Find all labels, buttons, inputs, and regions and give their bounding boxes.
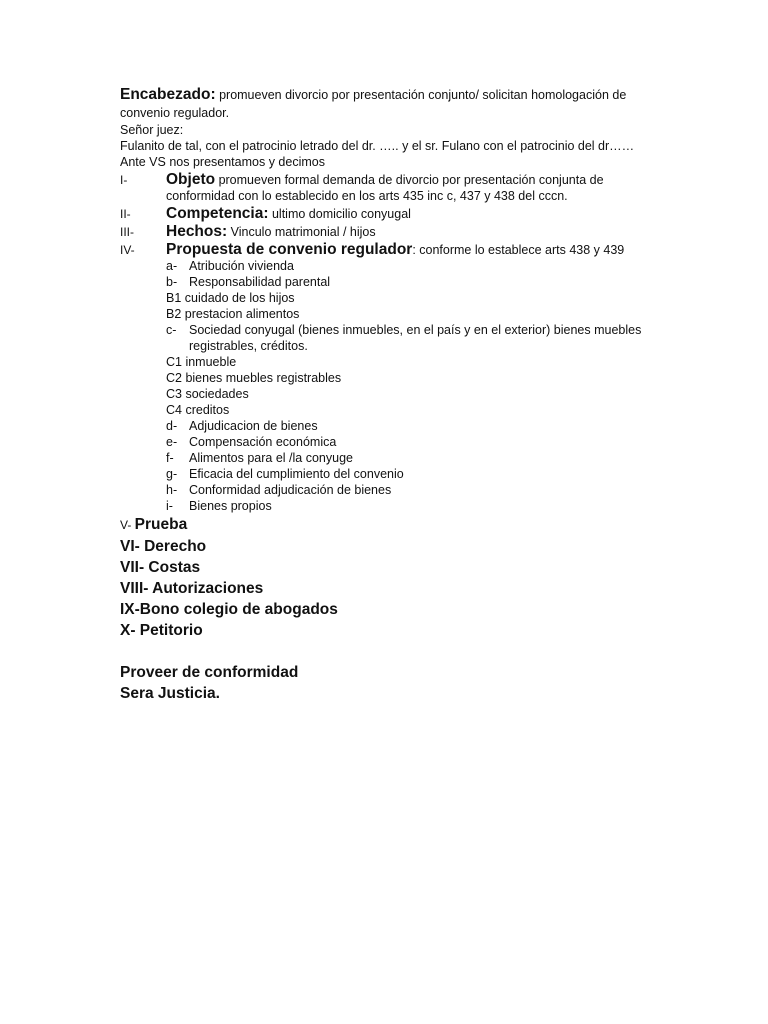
section-title: Objeto — [166, 171, 216, 188]
item-letter: a- — [166, 259, 178, 273]
item-text: Eficacia del cumplimiento del convenio — [189, 467, 404, 481]
convenio-item — [166, 274, 665, 290]
roman-numeral: I- — [120, 173, 128, 187]
convenio-item — [166, 434, 665, 450]
section-convenio — [120, 242, 665, 258]
item-letter: i- — [166, 499, 173, 513]
document-page — [120, 86, 665, 704]
item-text: Conformidad adjudicación de bienes — [189, 483, 392, 497]
item-letter: g- — [166, 467, 178, 481]
section-heading: VI- Derecho — [120, 538, 207, 555]
item-text: Adjudicacion de bienes — [189, 419, 318, 433]
intro-line: Ante VS nos presentamos y decimos — [120, 155, 325, 169]
convenio-item — [166, 450, 665, 466]
convenio-subitem: C1 inmueble — [166, 355, 237, 369]
roman-numeral: III- — [120, 225, 134, 239]
section-heading: VIII- Autorizaciones — [120, 580, 264, 597]
item-text: Atribución vivienda — [189, 259, 294, 273]
item-letter: h- — [166, 483, 178, 497]
convenio-item — [166, 418, 665, 434]
section-objeto — [120, 172, 665, 204]
section-title: Competencia: — [166, 205, 269, 222]
intro-line: Fulanito de tal, con el patrocinio letrado del dr. ….. y el sr. Fulano con el patrocinio del dr…… — [120, 139, 635, 153]
encabezado-title: Encabezado: — [120, 86, 216, 103]
encabezado-text: promueven divorcio por presentación conjunto/ solicitan homologación de convenio regulador. — [120, 88, 627, 120]
section-text: ultimo domicilio conyugal — [268, 207, 411, 221]
section-heading: VII- Costas — [120, 559, 201, 576]
section-hechos — [120, 224, 665, 240]
section-prueba — [120, 514, 665, 536]
item-letter: d- — [166, 419, 178, 433]
closing-line: Proveer de conformidad — [120, 664, 299, 681]
convenio-item — [166, 498, 665, 514]
roman-numeral: II- — [120, 207, 131, 221]
section-text: Vinculo matrimonial / hijos — [227, 225, 376, 239]
convenio-item — [166, 258, 665, 274]
convenio-item — [166, 322, 665, 354]
item-text: Responsabilidad parental — [189, 275, 331, 289]
section-text: : conforme lo establece arts 438 y 439 — [412, 243, 625, 257]
item-text: Compensación económica — [189, 435, 337, 449]
closing-line: Sera Justicia. — [120, 685, 220, 702]
item-letter: c- — [166, 323, 177, 337]
section-prefix: V- — [120, 518, 135, 532]
convenio-subitem: C2 bienes muebles registrables — [166, 371, 342, 385]
convenio-subitem: C4 creditos — [166, 403, 230, 417]
intro-line: Señor juez: — [120, 123, 184, 137]
item-letter: e- — [166, 435, 178, 449]
convenio-item — [166, 482, 665, 498]
convenio-subitem: C3 sociedades — [166, 387, 249, 401]
section-heading: X- Petitorio — [120, 622, 203, 639]
roman-numeral: IV- — [120, 243, 135, 257]
item-letter: b- — [166, 275, 178, 289]
item-letter: f- — [166, 451, 174, 465]
convenio-subitem: B2 prestacion alimentos — [166, 307, 300, 321]
item-text: Alimentos para el /la conyuge — [189, 451, 353, 465]
section-title: Hechos: — [166, 223, 228, 240]
section-text: promueven formal demanda de divorcio por presentación conjunta de conformidad con lo establecido en los arts 435 inc c, 437 y 438 del cccn. — [166, 173, 604, 203]
item-text: Sociedad conyugal (bienes inmuebles, en el país y en el exterior) bienes muebles registrables, créditos. — [189, 323, 642, 353]
section-competencia — [120, 206, 665, 222]
section-heading: IX-Bono colegio de abogados — [120, 601, 338, 618]
encabezado-paragraph — [120, 86, 665, 122]
section-title: Propuesta de convenio regulador — [166, 241, 413, 258]
spacer — [120, 641, 665, 662]
convenio-subitem: B1 cuidado de los hijos — [166, 291, 295, 305]
item-text: Bienes propios — [189, 499, 272, 513]
convenio-item — [166, 466, 665, 482]
section-title: Prueba — [134, 516, 188, 533]
